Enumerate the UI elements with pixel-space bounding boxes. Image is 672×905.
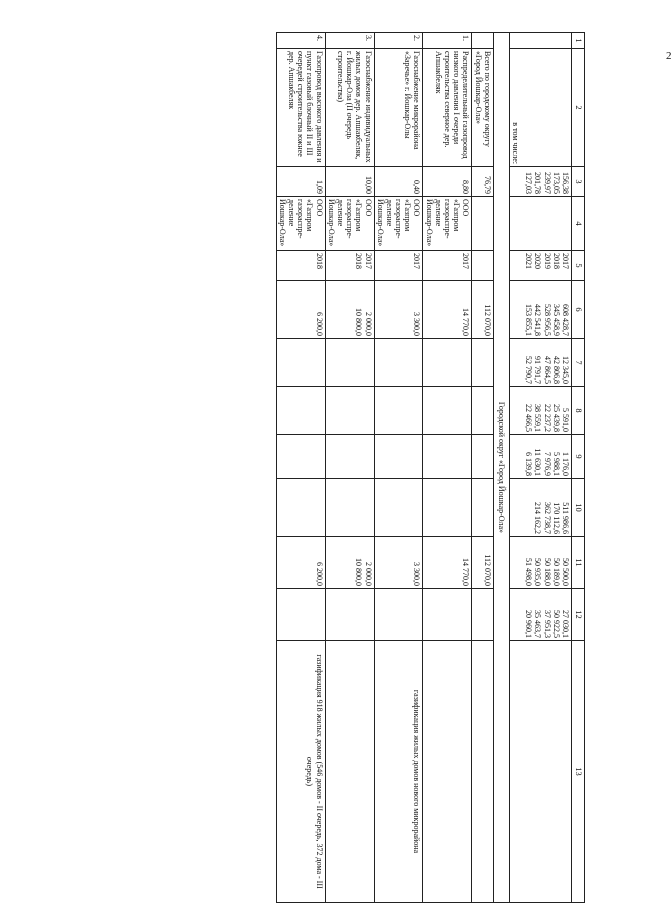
col-header: 1 xyxy=(572,33,585,49)
col-header: 7 xyxy=(572,339,585,387)
cell-col11: 50 500,0 50 189,0 50 188,0 50 935,0 51 498,0 xyxy=(510,537,572,589)
cell-col6: 608 428,7 345 458,9 528 956,5 442 541,8 153 855,1 xyxy=(510,281,572,339)
cell-col3: 156,38 173,05 239,97 201,78 127,03 xyxy=(510,167,572,197)
col-header: 13 xyxy=(572,641,585,903)
owner-name: ООО «Газпром газораспре-деление Йошкар-Ола» xyxy=(374,197,423,251)
row-number: 2. xyxy=(374,33,423,49)
total-col6: 112 070,0 xyxy=(472,281,493,339)
total-label: Всего по городскому округу «Город Йошкар-Ола» xyxy=(472,49,493,167)
row-number: 1. xyxy=(423,33,472,49)
owner-name: ООО «Газпром газораспре-деление Йошкар-Ола» xyxy=(325,197,374,251)
col-header: 9 xyxy=(572,435,585,479)
row-years: 2017 xyxy=(423,251,472,281)
row-years: 2018 xyxy=(276,251,325,281)
row-col11: 6 200,0 xyxy=(276,537,325,589)
rotated-table-wrapper xyxy=(55,32,585,889)
project-name: Газопровод высокого давления и пункт газовый блочный II и III очередей строительства южнее дер. Апшакбеляк xyxy=(276,49,325,167)
row-col3: 8,80 xyxy=(423,167,472,197)
col-header: 10 xyxy=(572,479,585,537)
page-number: 2 xyxy=(666,50,672,62)
col-header: 4 xyxy=(572,197,585,251)
table-row xyxy=(374,33,423,903)
cell-col9: 1 176,0 5 988,1 7 976,9 11 630,1 6 139,8 xyxy=(510,435,572,479)
col-header: 6 xyxy=(572,281,585,339)
owner-name: ООО «Газпром газораспре-деление Йошкар-Ола» xyxy=(276,197,325,251)
project-name: Газоснабжение индивидуальных жилых домов дер. Апшакбеляк, г. Йошкар-Ола (II очередь строительства) xyxy=(325,49,374,167)
row-years: 2017 2018 xyxy=(325,251,374,281)
district-heading: Городской округ «Город Йошкар-Ола» xyxy=(493,33,509,903)
district-total-row xyxy=(472,33,493,903)
cell-col12: 27 030,1 50 922,5 37 951,3 35 463,7 20 960,1 xyxy=(510,589,572,641)
owner-name: ООО «Газпром газораспре-деление Йошкар-Ола» xyxy=(423,197,472,251)
project-name: Распределительный газопровод низкого давления I очереди строительства северное дер. Апшакбеляк xyxy=(423,49,472,167)
row-col3: 1,09 xyxy=(276,167,325,197)
investment-table xyxy=(276,32,585,903)
cell-col10: 511 986,6 170 112,6 362 738,7 214 162,2 xyxy=(510,479,572,537)
row-col6: 2 000,0 10 800,0 xyxy=(325,281,374,339)
cell-col7: 12 345,0 42 806,8 47 864,5 91 791,7 52 790,7 xyxy=(510,339,572,387)
table-row xyxy=(276,33,325,903)
col-header: 2 xyxy=(572,49,585,167)
col-header: 12 xyxy=(572,589,585,641)
row-col11: 3 300,0 xyxy=(374,537,423,589)
row-col11: 14 770,0 xyxy=(423,537,472,589)
row-number: 3. xyxy=(325,33,374,49)
cell-years: 2017 2018 2019 2020 2021 xyxy=(510,251,572,281)
intro-label: в том числе: xyxy=(510,49,572,167)
col-header: 8 xyxy=(572,387,585,435)
total-col11: 112 070,0 xyxy=(472,537,493,589)
cell-col8: 5 591,0 25 439,8 22 237,2 38 559,1 22 466,5 xyxy=(510,387,572,435)
row-col3: 10,00 xyxy=(325,167,374,197)
row-col6: 3 300,0 xyxy=(374,281,423,339)
row-col6: 6 200,0 xyxy=(276,281,325,339)
district-heading-row xyxy=(493,33,509,903)
col-header: 3 xyxy=(572,167,585,197)
table-row xyxy=(423,33,472,903)
row-col3: 0,40 xyxy=(374,167,423,197)
row-col6: 14 770,0 xyxy=(423,281,472,339)
row-col11: 2 000,0 10 800,0 xyxy=(325,537,374,589)
project-name: Газоснабжение микрорайона «Заречье» г. Йошкар-Олы xyxy=(374,49,423,167)
subtotal-row xyxy=(510,33,572,903)
row-note xyxy=(423,641,472,903)
col-header: 11 xyxy=(572,537,585,589)
total-col3: 76,79 xyxy=(472,167,493,197)
row-note: газификация жилых домов нового микрорайона xyxy=(374,641,423,903)
table-row xyxy=(325,33,374,903)
row-note: газификация 918 жилых домов (546 домов - II очередь, 372 дома - III очередь) xyxy=(276,641,325,903)
col-header: 5 xyxy=(572,251,585,281)
row-note xyxy=(325,641,374,903)
row-years: 2017 xyxy=(374,251,423,281)
column-number-row xyxy=(572,33,585,903)
row-number: 4. xyxy=(276,33,325,49)
